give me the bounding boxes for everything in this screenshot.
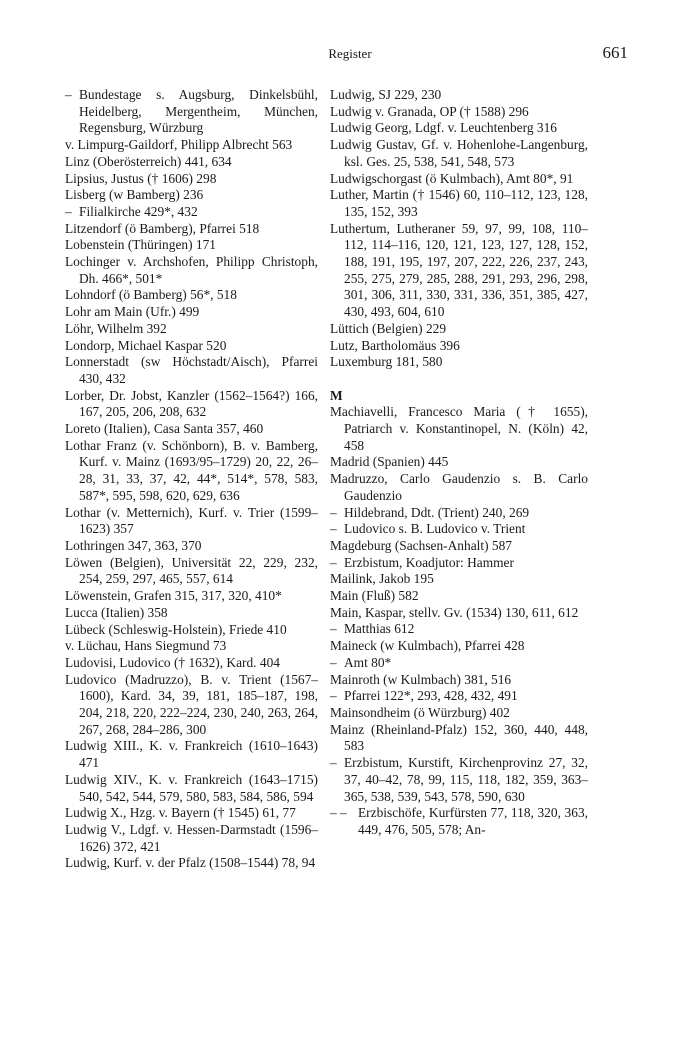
index-entry <box>330 672 588 689</box>
subentry-dash: – <box>330 554 337 570</box>
entry-text: Mainsondheim (ö Würzburg) 402 <box>330 705 510 720</box>
index-entry <box>65 287 318 304</box>
entry-text: Lohr am Main (Ufr.) 499 <box>65 304 200 320</box>
entry-text: Erzbischöfe, Kurfürsten 77, 118, 320, 363, 449, 476, 505, 578; An- <box>358 805 588 837</box>
index-entry <box>65 605 318 622</box>
entry-text: Lübeck (Schleswig-Holstein), Friede 410 <box>65 621 287 637</box>
index-entry <box>65 354 318 387</box>
index-entry <box>330 571 588 588</box>
index-entry <box>330 120 588 137</box>
entry-text: Lohndorf (ö Bamberg) 56*, 518 <box>65 287 237 303</box>
entry-text: Ludwig, SJ 229, 230 <box>330 87 442 102</box>
index-entry <box>330 638 588 655</box>
entry-text: Main, Kaspar, stellv. Gv. (1534) 130, 611, 612 <box>330 604 579 620</box>
index-entry <box>330 538 588 555</box>
index-entry <box>330 338 588 355</box>
entry-text: Madruzzo, Carlo Gaudenzio s. B. Carlo Gaudenzio <box>330 471 588 503</box>
entry-text: Lutz, Bartholomäus 396 <box>330 337 460 353</box>
index-entry <box>65 672 318 739</box>
entry-text: Löwenstein, Grafen 315, 317, 320, 410* <box>65 588 282 604</box>
entry-text: Ludwig Georg, Ldgf. v. Leuchtenberg 316 <box>330 120 557 136</box>
subentry-dash: – <box>330 621 337 637</box>
entry-text: Lothar Franz (v. Schönborn), B. v. Bamberg, Kurf. v. Mainz (1693/95–1729) 20, 22, 26–28, 31, 33, 37, 42, 44*, 514*, 578, 583, 587*, 595, 598, 620, 629, 636 <box>65 437 318 503</box>
page-number: 661 <box>602 43 628 62</box>
entry-text: Ludwig V., Ldgf. v. Hessen-Darmstadt (1596–1626) 372, 421 <box>65 821 318 854</box>
index-entry <box>330 87 588 104</box>
entry-text: Lipsius, Justus († 1606) 298 <box>65 170 217 186</box>
entry-text: Lothar (v. Metternich), Kurf. v. Trier (1599–1623) 357 <box>65 504 318 537</box>
index-subentry <box>65 204 318 221</box>
index-entry <box>65 772 318 805</box>
index-entry <box>330 104 588 121</box>
subentry-dash: – – <box>330 805 347 821</box>
running-title: Register <box>328 46 372 61</box>
entry-text: Ludovico s. B. Ludovico v. Trient <box>344 521 526 537</box>
section-letter: M <box>330 387 343 403</box>
index-entry <box>330 321 588 338</box>
entry-text: Ludovisi, Ludovico († 1632), Kard. 404 <box>65 654 280 670</box>
index-entry <box>65 321 318 338</box>
index-entry <box>65 622 318 639</box>
entry-text: v. Limpurg-Gaildorf, Philipp Albrecht 563 <box>65 137 293 153</box>
index-column-right <box>330 87 588 839</box>
subentry-dash: – <box>65 203 72 219</box>
index-subentry <box>330 655 588 672</box>
entry-text: Ludwig XIV., K. v. Frankreich (1643–1715) 540, 542, 544, 579, 580, 583, 584, 586, 594 <box>65 771 318 804</box>
index-entry <box>65 805 318 822</box>
entry-text: Machiavelli, Francesco Maria († 1655), Patriarch v. Konstantinopel, N. (Köln) 42, 458 <box>330 404 588 453</box>
index-subentry <box>330 505 588 522</box>
index-entry <box>65 237 318 254</box>
index-entry <box>330 404 588 454</box>
index-entry <box>65 338 318 355</box>
index-entry <box>65 655 318 672</box>
entry-text: Lonnerstadt (sw Höchstadt/Aisch), Pfarrei 430, 432 <box>65 354 318 386</box>
entry-text: Matthias 612 <box>344 621 415 637</box>
entry-text: Ludovico (Madruzzo), B. v. Trient (1567–1600), Kard. 34, 39, 181, 185–187, 198, 204, 218, 220, 222–224, 230, 240, 263, 264, 267, 268, 284–286, 300 <box>65 671 318 737</box>
entry-text: Lorber, Dr. Jobst, Kanzler (1562–1564?) 166, 167, 205, 206, 208, 632 <box>65 387 318 420</box>
entry-text: Amt 80* <box>344 654 392 670</box>
entry-text: Luther, Martin († 1546) 60, 110–112, 123, 128, 135, 152, 393 <box>330 187 588 219</box>
index-entry <box>65 254 318 287</box>
entry-text: Linz (Oberösterreich) 441, 634 <box>65 153 232 169</box>
entry-text: Hildebrand, Ddt. (Trient) 240, 269 <box>344 504 530 520</box>
entry-text: Ludwig XIII., K. v. Frankreich (1610–1643) 471 <box>65 738 318 771</box>
index-entry <box>65 588 318 605</box>
subentry-dash: – <box>330 504 337 520</box>
index-entry <box>65 388 318 421</box>
index-subentry <box>330 555 588 572</box>
entry-text: Lisberg (w Bamberg) 236 <box>65 187 204 203</box>
entry-text: Ludwig Gustav, Gf. v. Hohenlohe-Langenburg, ksl. Ges. 25, 538, 541, 548, 573 <box>330 137 588 169</box>
entry-text: Bundestage s. Augsburg, Dinkelsbühl, Heidelberg, Mergentheim, München, Regensburg, Würzburg <box>79 87 318 136</box>
entry-text: Mainz (Rheinland-Pfalz) 152, 360, 440, 448, 583 <box>330 721 588 754</box>
index-entry <box>330 221 588 321</box>
index-entry <box>330 471 588 504</box>
index-entry <box>330 605 588 622</box>
entry-text: Litzendorf (ö Bamberg), Pfarrei 518 <box>65 220 260 236</box>
subentry-dash: – <box>330 755 337 771</box>
index-entry <box>65 638 318 655</box>
subentry-dash: – <box>330 688 337 704</box>
index-entry <box>65 555 318 588</box>
entry-text: Erzbistum, Kurstift, Kirchenprovinz 27, 32, 37, 40–42, 78, 99, 115, 118, 182, 359, 363–365, 538, 539, 543, 578, 590, 630 <box>344 755 588 804</box>
index-entry <box>65 438 318 505</box>
entry-text: Lochinger v. Archshofen, Philipp Christoph, Dh. 466*, 501* <box>65 254 318 286</box>
entry-text: Ludwig, Kurf. v. der Pfalz (1508–1544) 78, 94 <box>65 855 316 871</box>
index-subentry <box>330 805 588 838</box>
entry-text: v. Lüchau, Hans Siegmund 73 <box>65 638 227 654</box>
index-entry <box>65 538 318 555</box>
index-entry <box>330 171 588 188</box>
index-column-left <box>65 87 318 872</box>
entry-text: Löhr, Wilhelm 392 <box>65 320 167 336</box>
entry-text: Magdeburg (Sachsen-Anhalt) 587 <box>330 537 512 553</box>
entry-text: Löwen (Belgien), Universität 22, 229, 232, 254, 259, 297, 465, 557, 614 <box>65 554 318 587</box>
subentry-dash: – <box>330 654 337 670</box>
index-entry <box>65 171 318 188</box>
entry-text: Lucca (Italien) 358 <box>65 604 168 620</box>
index-entry <box>65 221 318 238</box>
index-subentry <box>65 87 318 137</box>
entry-text: Erzbistum, Koadjutor: Hammer <box>344 554 514 570</box>
running-head <box>0 43 700 66</box>
entry-text: Ludwig X., Hzg. v. Bayern († 1545) 61, 77 <box>65 805 296 821</box>
index-entry <box>65 137 318 154</box>
entry-text: Pfarrei 122*, 293, 428, 432, 491 <box>344 688 518 704</box>
subentry-dash: – <box>65 87 72 102</box>
subentry-dash: – <box>330 521 337 537</box>
index-subentry <box>330 521 588 538</box>
entry-text: Maineck (w Kulmbach), Pfarrei 428 <box>330 638 525 654</box>
entry-text: Main (Fluß) 582 <box>330 588 419 604</box>
index-entry <box>330 705 588 722</box>
entry-text: Loreto (Italien), Casa Santa 357, 460 <box>65 421 264 437</box>
entry-text: Lobenstein (Thüringen) 171 <box>65 237 216 253</box>
index-subentry <box>330 621 588 638</box>
entry-text: Lüttich (Belgien) 229 <box>330 320 447 336</box>
entry-text: Londorp, Michael Kaspar 520 <box>65 337 227 353</box>
entry-text: Ludwigschorgast (ö Kulmbach), Amt 80*, 91 <box>330 170 574 186</box>
index-subentry <box>330 688 588 705</box>
entry-text: Luthertum, Lutheraner 59, 97, 99, 108, 110–112, 114–116, 120, 121, 123, 127, 128, 152, 188, 191, 195, 197, 207, 222, 226, 237, 243, 255, 275, 279, 285, 288, 291, 293, 296, 298, 301, 306, 311, 330, 331, 336, 351, 385, 427, 430, 493, 604, 610 <box>330 220 588 320</box>
entry-text: Ludwig v. Granada, OP († 1588) 296 <box>330 103 529 119</box>
entry-text: Mailink, Jakob 195 <box>330 571 434 587</box>
index-entry <box>65 822 318 855</box>
index-entry <box>65 187 318 204</box>
index-entry <box>330 354 588 371</box>
index-entry <box>330 454 588 471</box>
index-entry <box>330 722 588 755</box>
index-entry <box>330 187 588 220</box>
entry-text: Mainroth (w Kulmbach) 381, 516 <box>330 671 512 687</box>
entry-text: Luxemburg 181, 580 <box>330 354 443 370</box>
index-entry <box>65 304 318 321</box>
entry-text: Filialkirche 429*, 432 <box>79 203 198 219</box>
entry-text: Madrid (Spanien) 445 <box>330 454 449 470</box>
entry-text: Lothringen 347, 363, 370 <box>65 537 202 553</box>
index-entry <box>330 137 588 170</box>
index-entry <box>65 505 318 538</box>
index-entry <box>330 588 588 605</box>
index-entry <box>65 154 318 171</box>
index-subentry <box>330 755 588 805</box>
index-entry <box>65 738 318 771</box>
index-entry <box>65 855 318 872</box>
index-entry <box>65 421 318 438</box>
